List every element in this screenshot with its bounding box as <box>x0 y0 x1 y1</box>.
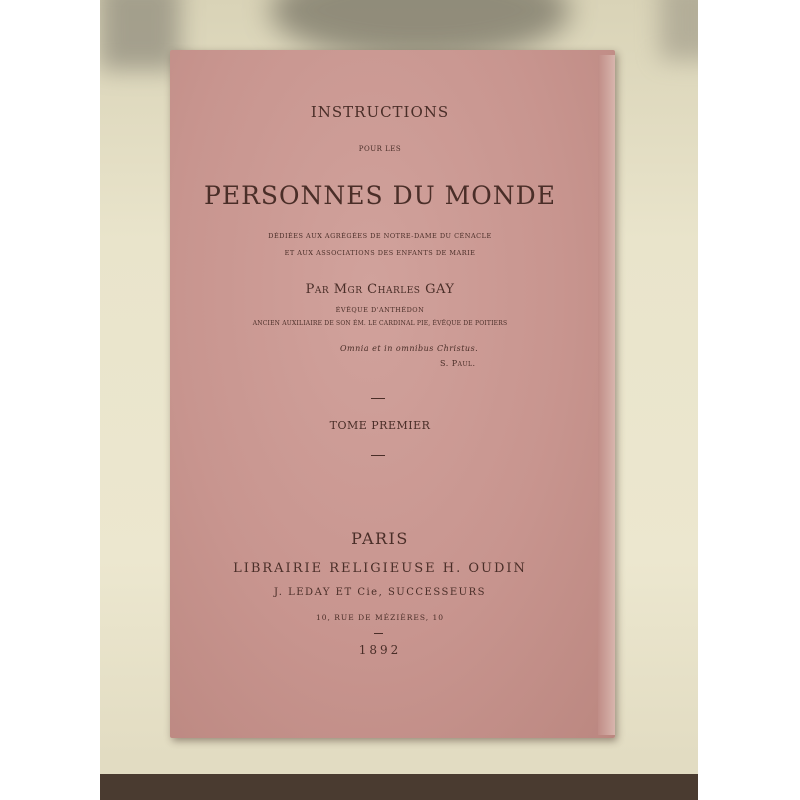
year: 1892 <box>358 643 402 657</box>
divider <box>374 633 383 634</box>
author: Par Mgr Charles GAY <box>305 282 455 297</box>
author-title-1: ÉVÊQUE D'ANTHÉDON <box>335 306 425 314</box>
title-pour: POUR LES <box>358 145 402 153</box>
shadow <box>100 0 180 70</box>
floor-strip <box>100 774 698 800</box>
volume: TOME PREMIER <box>329 419 431 432</box>
dedication-line-2: ET AUX ASSOCIATIONS DES ENFANTS DE MARIE <box>284 249 476 257</box>
page-edge <box>598 55 615 735</box>
epigraph: Omnia et in omnibus Christus. <box>340 344 479 353</box>
divider <box>371 398 385 399</box>
title-top: INSTRUCTIONS <box>310 103 450 121</box>
main-title: PERSONNES DU MONDE <box>204 181 556 210</box>
divider <box>371 455 385 456</box>
author-title-2: ANCIEN AUXILIAIRE DE SON ÉM. LE CARDINAL PIE, ÉVÊQUE DE POITIERS <box>252 320 508 327</box>
city: PARIS <box>351 529 409 548</box>
shadow <box>660 0 698 60</box>
epigraph-source: S. Paul. <box>440 359 476 368</box>
address: 10, RUE DE MÉZIÈRES, 10 <box>315 613 445 622</box>
successors: J. LEDAY ET Cie, SUCCESSEURS <box>274 587 486 598</box>
book-cover <box>170 50 615 738</box>
dedication-line-1: DÉDIÉES AUX AGRÉGÉES DE NOTRE-DAME DU CÉNACLE <box>268 232 492 240</box>
publisher: LIBRAIRIE RELIGIEUSE H. OUDIN <box>233 561 527 576</box>
